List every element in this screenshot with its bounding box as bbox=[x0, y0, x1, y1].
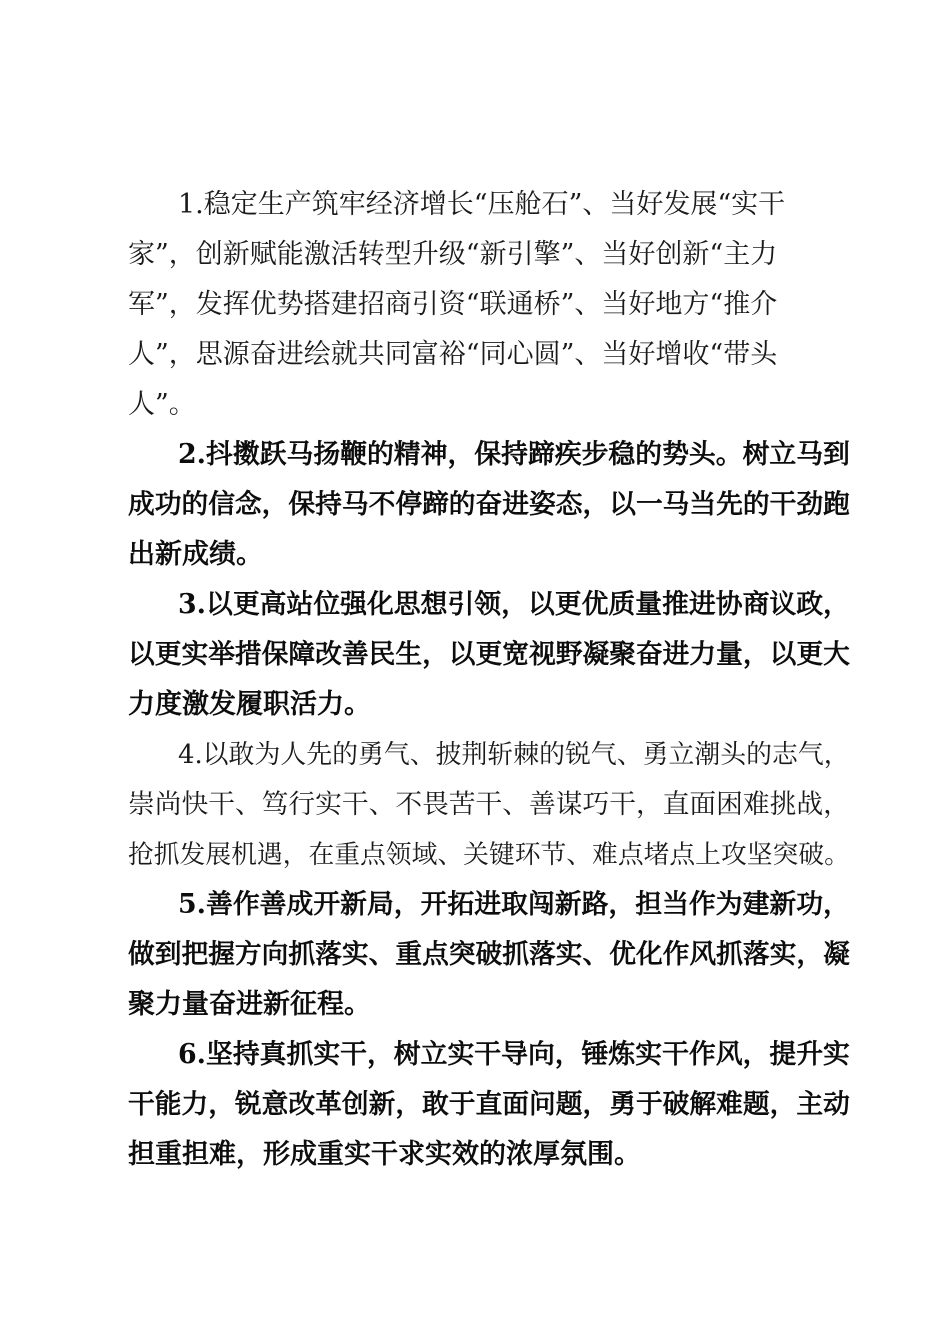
paragraph-line: 军”，发挥优势搭建招商引资“联通桥”、当好地方“推介 bbox=[128, 289, 778, 320]
paragraph-line: 以更实举措保障改善民生，以更宽视野凝聚奋进力量，以更大 bbox=[128, 639, 850, 670]
paragraph-line: 力度激发履职活力。 bbox=[128, 689, 371, 720]
paragraph-line: 人”。 bbox=[128, 389, 196, 420]
paragraph-line: 人”，思源奋进绘就共同富裕“同心圆”、当好增收“带头 bbox=[128, 339, 778, 370]
paragraph-line: 出新成绩。 bbox=[128, 539, 263, 570]
paragraph-line: 1.稳定生产筑牢经济增长“压舱石”、当好发展“实干 bbox=[178, 189, 786, 220]
paragraph-line: 5.善作善成开新局，开拓进取闯新路，担当作为建新功， bbox=[178, 889, 850, 920]
paragraph-line: 做到把握方向抓落实、重点突破抓落实、优化作风抓落实，凝 bbox=[128, 939, 850, 970]
paragraph-line: 2.抖擞跃马扬鞭的精神，保持蹄疾步稳的势头。树立马到 bbox=[178, 439, 850, 470]
paragraph-line: 崇尚快干、笃行实干、不畏苦干、善谋巧干，直面困难挑战， bbox=[128, 789, 850, 820]
paragraph-line: 成功的信念，保持马不停蹄的奋进姿态，以一马当先的干劲跑 bbox=[128, 489, 850, 520]
paragraph-line: 担重担难，形成重实干求实效的浓厚氛围。 bbox=[128, 1139, 641, 1170]
paragraph-line: 3.以更高站位强化思想引领，以更优质量推进协商议政， bbox=[178, 589, 850, 620]
paragraph-line: 干能力，锐意改革创新，敢于直面问题，勇于破解难题，主动 bbox=[128, 1089, 850, 1120]
paragraph-line: 聚力量奋进新征程。 bbox=[128, 989, 371, 1020]
paragraph-line: 家”，创新赋能激活转型升级“新引擎”、当好创新“主力 bbox=[128, 239, 778, 270]
paragraph-line: 4.以敢为人先的勇气、披荆斩棘的锐气、勇立潮头的志气， bbox=[178, 740, 850, 770]
paragraph-line: 6.坚持真抓实干，树立实干导向，锤炼实干作风，提升实 bbox=[178, 1039, 850, 1070]
paragraph-line: 抢抓发展机遇，在重点领域、关键环节、难点堵点上攻坚突破。 bbox=[128, 840, 850, 870]
